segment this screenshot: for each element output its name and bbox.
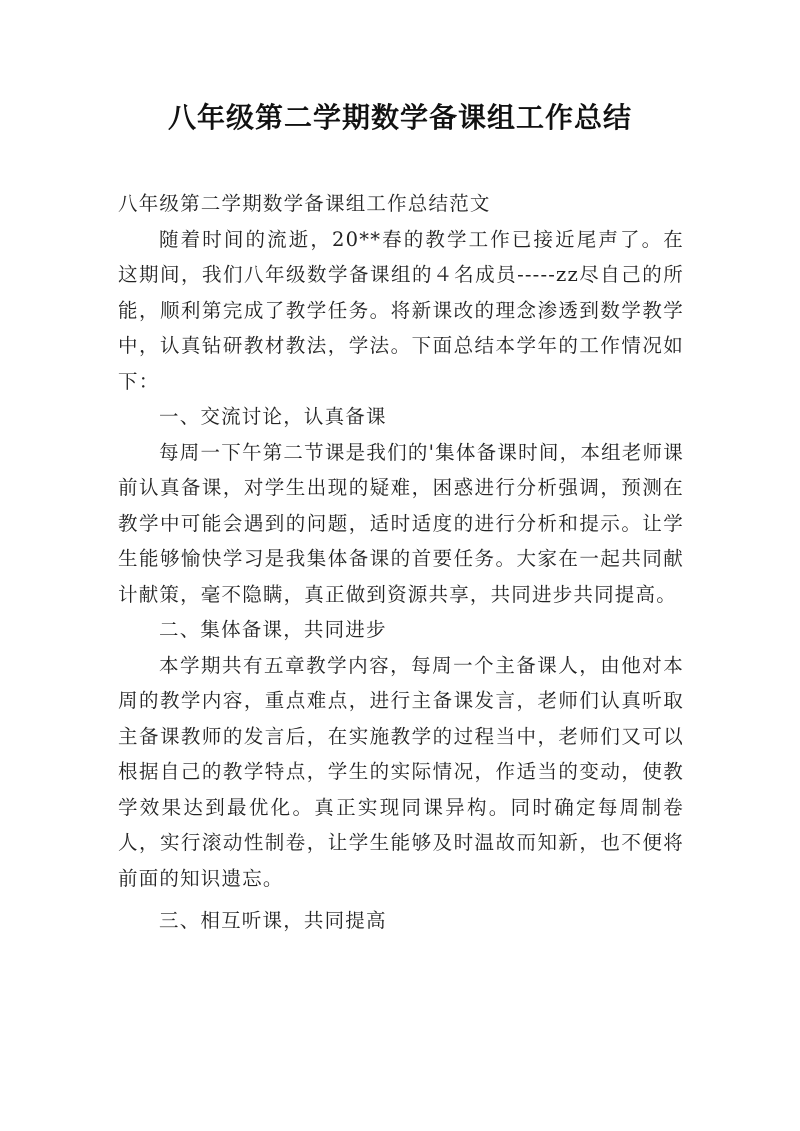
section-heading-1: 一、交流讨论，认真备课: [159, 405, 387, 428]
intro-paragraph: 随着时间的流逝，20**春的教学工作已接近尾声了。在这期间，我们八年级数学备课组的４名成员-----zz尽自己的所能，顺利第完成了教学任务。将新课改的理念渗透到数学教学中，认真钻研教材教法，学法。下面总结本学年的工作情况如下：: [118, 227, 684, 393]
section-heading-2: 二、集体备课，共同进步: [159, 618, 387, 641]
section-body-2: 本学期共有五章教学内容，每周一个主备课人，由他对本周的教学内容，重点难点，进行主备课发言，老师们认真听取主备课教师的发言后，在实施教学的过程当中，老师们又可以根据自己的教学特点，学生的实际情况，作适当的变动，使教学效果达到最优化。真正实现同课异构。同时确定每周制卷人，实行滚动性制卷，让学生能够及时温故而知新，也不便将前面的知识遗忘。: [118, 653, 684, 890]
document-body: [118, 186, 684, 939]
section-body-1: 每周一下午第二节课是我们的'集体备课时间，本组老师课前认真备课，对学生出现的疑难，困惑进行分析强调，预测在教学中可能会遇到的问题，适时适度的进行分析和提示。让学生能够愉快学习是我集体备课的首要任务。大家在一起共同献计献策，毫不隐瞒，真正做到资源共享，共同进步共同提高。: [118, 440, 684, 606]
document-subtitle: 八年级第二学期数学备课组工作总结范文: [118, 192, 491, 215]
section-heading-3: 三、相互听课，共同提高: [159, 909, 387, 932]
document-title: 八年级第二学期数学备课组工作总结: [167, 101, 632, 134]
